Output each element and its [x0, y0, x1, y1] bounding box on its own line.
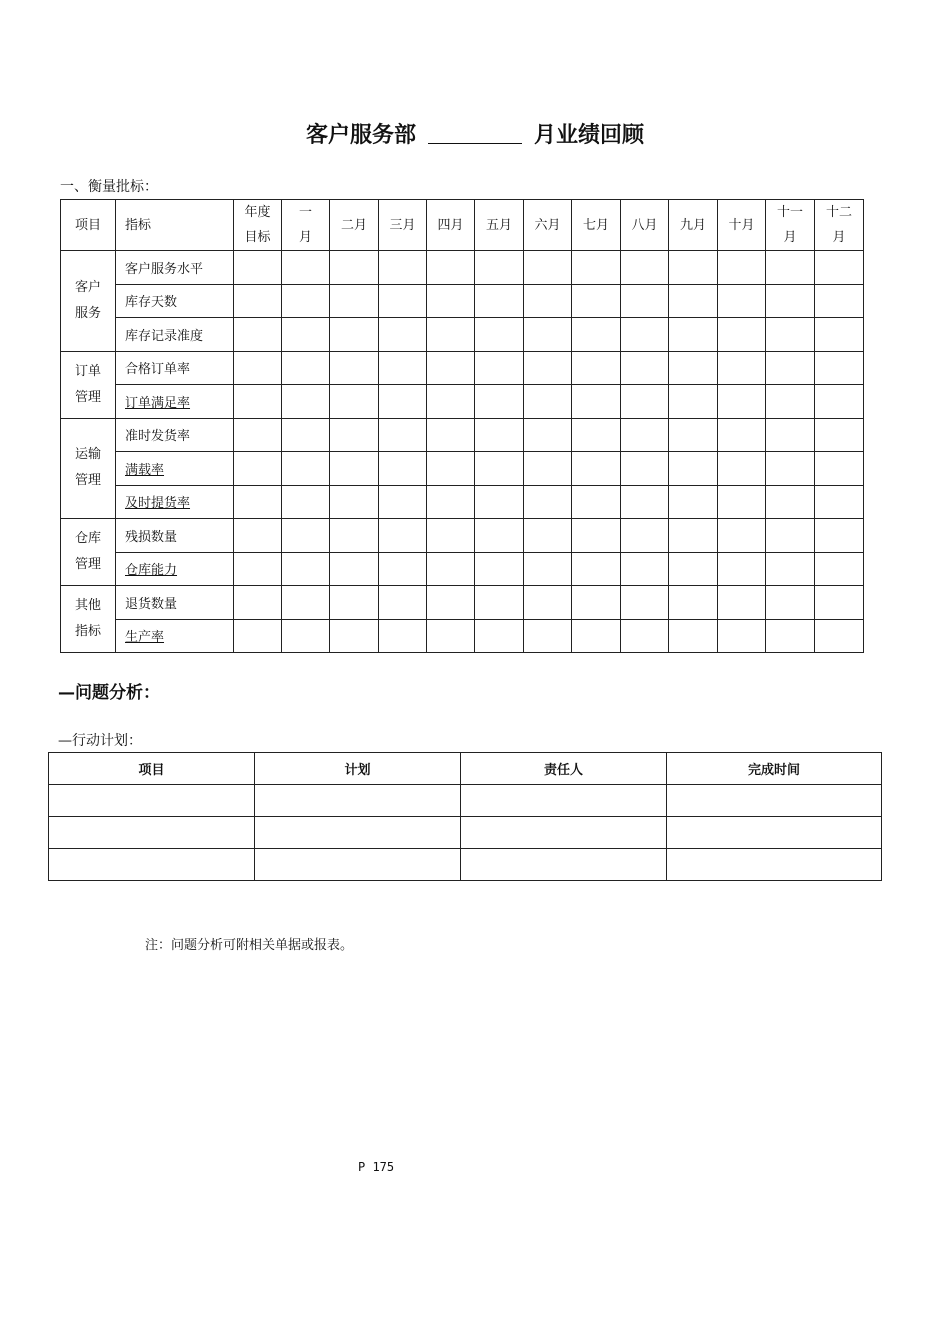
header-month [572, 200, 621, 251]
value-cell[interactable] [282, 318, 330, 352]
value-cell[interactable] [524, 485, 572, 519]
value-cell[interactable] [379, 552, 427, 586]
header-item: 项目 [61, 200, 116, 251]
value-cell[interactable] [718, 318, 766, 352]
value-cell[interactable] [669, 418, 718, 452]
value-cell[interactable] [621, 418, 669, 452]
value-cell[interactable] [330, 552, 379, 586]
value-cell[interactable] [282, 519, 330, 553]
value-cell[interactable] [669, 619, 718, 653]
value-cell[interactable] [669, 586, 718, 620]
header-text: 订单 [74, 363, 101, 379]
value-cell[interactable] [379, 351, 427, 385]
value-cell[interactable] [234, 251, 282, 285]
value-cell[interactable] [766, 418, 815, 452]
value-cell[interactable] [572, 519, 621, 553]
header-text: 客户 [74, 279, 101, 295]
category-cell [61, 586, 116, 653]
header-text: 九月 [679, 217, 706, 233]
value-cell[interactable] [621, 351, 669, 385]
value-cell[interactable] [330, 485, 379, 519]
metric-label: 残损数量 [125, 529, 178, 545]
value-cell[interactable] [282, 485, 330, 519]
value-cell[interactable] [475, 519, 524, 553]
value-cell[interactable] [234, 284, 282, 318]
value-cell[interactable] [621, 452, 669, 486]
plan-cell[interactable] [461, 817, 667, 849]
header-month [330, 200, 379, 251]
footnote: 注：问题分析可附相关单据或报表。 [145, 938, 354, 953]
header-text: 二月 [340, 217, 367, 233]
header-text: 六月 [534, 217, 561, 233]
value-cell[interactable] [234, 418, 282, 452]
metric-row [61, 418, 864, 452]
metric-label-cell [116, 452, 234, 486]
value-cell[interactable] [282, 351, 330, 385]
plan-cell[interactable] [461, 849, 667, 881]
value-cell[interactable] [815, 284, 864, 318]
value-cell[interactable] [572, 452, 621, 486]
value-cell[interactable] [234, 385, 282, 419]
metric-label: 准时发货率 [125, 429, 191, 445]
category-cell [61, 251, 116, 352]
value-cell[interactable] [427, 586, 475, 620]
value-cell[interactable] [524, 586, 572, 620]
metric-label-cell [116, 318, 234, 352]
value-cell[interactable] [234, 485, 282, 519]
value-cell[interactable] [766, 318, 815, 352]
value-cell[interactable] [330, 284, 379, 318]
value-cell[interactable] [669, 452, 718, 486]
value-cell[interactable] [475, 351, 524, 385]
header-month [718, 200, 766, 251]
value-cell[interactable] [718, 519, 766, 553]
header-text: 运输 [74, 447, 101, 463]
metric-label-cell [116, 485, 234, 519]
plan-header-cell: 计划 [255, 753, 461, 785]
value-cell[interactable] [572, 619, 621, 653]
header-text: 八月 [631, 217, 658, 233]
header-text: 管理 [74, 557, 101, 572]
plan-header-cell: 完成时间 [667, 753, 882, 785]
value-cell[interactable] [718, 552, 766, 586]
value-cell[interactable] [766, 385, 815, 419]
value-cell[interactable] [524, 318, 572, 352]
value-cell[interactable] [766, 284, 815, 318]
value-cell[interactable] [815, 318, 864, 352]
value-cell[interactable] [234, 452, 282, 486]
metric-label: 仓库能力 [125, 563, 178, 579]
value-cell[interactable] [282, 418, 330, 452]
value-cell[interactable] [815, 385, 864, 419]
header-text: 目标 [244, 230, 271, 245]
value-cell[interactable] [427, 519, 475, 553]
value-cell[interactable] [282, 619, 330, 653]
value-cell[interactable] [572, 251, 621, 285]
value-cell[interactable] [427, 485, 475, 519]
value-cell[interactable] [379, 284, 427, 318]
value-cell[interactable] [572, 485, 621, 519]
header-text: 十月 [728, 217, 755, 233]
header-text: 五月 [485, 217, 512, 233]
value-cell[interactable] [475, 284, 524, 318]
header-metric: 指标 [116, 200, 234, 251]
metric-row [61, 351, 864, 385]
value-cell[interactable] [475, 552, 524, 586]
value-cell[interactable] [815, 552, 864, 586]
page-number: P 175 [358, 1160, 395, 1174]
value-cell[interactable] [475, 385, 524, 419]
value-cell[interactable] [427, 318, 475, 352]
header-text: 三月 [389, 217, 416, 233]
value-cell[interactable] [282, 284, 330, 318]
metric-label: 客户服务水平 [125, 261, 204, 277]
value-cell[interactable] [475, 452, 524, 486]
value-cell[interactable] [475, 318, 524, 352]
value-cell[interactable] [815, 619, 864, 653]
metric-label-cell [116, 418, 234, 452]
metric-row [61, 251, 864, 285]
value-cell[interactable] [669, 552, 718, 586]
value-cell[interactable] [234, 519, 282, 553]
metric-label: 订单满足率 [125, 395, 191, 411]
metric-row [61, 485, 864, 519]
plan-cell[interactable] [49, 785, 255, 817]
metric-label-cell [116, 385, 234, 419]
value-cell[interactable] [621, 284, 669, 318]
header-month [282, 200, 330, 251]
value-cell[interactable] [427, 418, 475, 452]
metric-label: 库存天数 [125, 295, 178, 311]
value-cell[interactable] [815, 485, 864, 519]
header-text: 七月 [582, 217, 609, 233]
header-text: 四月 [437, 217, 464, 233]
value-cell[interactable] [621, 485, 669, 519]
value-cell[interactable] [621, 586, 669, 620]
plan-row [49, 785, 882, 817]
value-cell[interactable] [815, 418, 864, 452]
value-cell[interactable] [475, 418, 524, 452]
header-text: 年度 [244, 205, 271, 220]
metric-label-cell [116, 284, 234, 318]
header-text: 一 [298, 205, 312, 220]
plan-cell[interactable] [49, 817, 255, 849]
header-text: 管理 [74, 389, 101, 405]
value-cell[interactable] [766, 251, 815, 285]
value-cell[interactable] [524, 619, 572, 653]
action-plan-table [48, 752, 882, 881]
value-cell[interactable] [621, 385, 669, 419]
value-cell[interactable] [621, 318, 669, 352]
value-cell[interactable] [718, 586, 766, 620]
value-cell[interactable] [766, 452, 815, 486]
value-cell[interactable] [524, 284, 572, 318]
value-cell[interactable] [282, 586, 330, 620]
value-cell[interactable] [234, 619, 282, 653]
header-month [379, 200, 427, 251]
value-cell[interactable] [718, 351, 766, 385]
value-cell[interactable] [524, 452, 572, 486]
value-cell[interactable] [379, 385, 427, 419]
value-cell[interactable] [524, 385, 572, 419]
value-cell[interactable] [282, 452, 330, 486]
value-cell[interactable] [330, 619, 379, 653]
value-cell[interactable] [621, 519, 669, 553]
value-cell[interactable] [282, 385, 330, 419]
value-cell[interactable] [621, 251, 669, 285]
value-cell[interactable] [234, 552, 282, 586]
metric-label-cell [116, 552, 234, 586]
value-cell[interactable] [572, 318, 621, 352]
value-cell[interactable] [815, 519, 864, 553]
metric-row [61, 385, 864, 419]
value-cell[interactable] [766, 552, 815, 586]
metric-row [61, 519, 864, 553]
value-cell[interactable] [379, 485, 427, 519]
metric-label: 满载率 [125, 462, 165, 478]
month-blank-line [428, 123, 522, 144]
value-cell[interactable] [815, 351, 864, 385]
metric-label: 库存记录准度 [125, 328, 204, 344]
metric-row [61, 552, 864, 586]
value-cell[interactable] [282, 552, 330, 586]
value-cell[interactable] [524, 519, 572, 553]
metric-label-cell [116, 586, 234, 620]
title-prefix: 客户服务部 [305, 123, 416, 148]
header-text: 仓库 [74, 531, 101, 546]
value-cell[interactable] [718, 385, 766, 419]
value-cell[interactable] [766, 351, 815, 385]
plan-cell[interactable] [667, 849, 882, 881]
value-cell[interactable] [330, 452, 379, 486]
value-cell[interactable] [766, 519, 815, 553]
section-measurement-heading: 一、衡量批标： [60, 179, 158, 195]
header-month [766, 200, 815, 251]
value-cell[interactable] [815, 586, 864, 620]
value-cell[interactable] [379, 251, 427, 285]
value-cell[interactable] [621, 552, 669, 586]
header-text: 月 [298, 230, 312, 245]
header-month [815, 200, 864, 251]
header-month [524, 200, 572, 251]
value-cell[interactable] [330, 519, 379, 553]
plan-row [49, 849, 882, 881]
header-text: 管理 [74, 473, 101, 489]
value-cell[interactable] [572, 418, 621, 452]
plan-cell[interactable] [255, 785, 461, 817]
metric-label: 生产率 [125, 630, 165, 646]
plan-cell[interactable] [667, 817, 882, 849]
value-cell[interactable] [524, 418, 572, 452]
metrics-header-row [61, 200, 864, 251]
metric-label-cell [116, 351, 234, 385]
header-text: 十一 [776, 205, 803, 220]
value-cell[interactable] [572, 284, 621, 318]
header-annual-target [234, 200, 282, 251]
plan-row [49, 817, 882, 849]
value-cell[interactable] [572, 586, 621, 620]
value-cell[interactable] [718, 619, 766, 653]
metric-label: 退货数量 [125, 596, 178, 612]
value-cell[interactable] [572, 385, 621, 419]
plan-cell[interactable] [49, 849, 255, 881]
plan-cell[interactable] [461, 785, 667, 817]
value-cell[interactable] [282, 251, 330, 285]
plan-header-cell: 项目 [49, 753, 255, 785]
header-text: 指标 [74, 624, 101, 639]
value-cell[interactable] [234, 318, 282, 352]
header-text: 月 [832, 230, 846, 245]
section-problem-analysis-heading: —问题分析： [58, 683, 160, 703]
value-cell[interactable] [427, 385, 475, 419]
value-cell[interactable] [815, 251, 864, 285]
value-cell[interactable] [669, 385, 718, 419]
value-cell[interactable] [234, 586, 282, 620]
value-cell[interactable] [379, 586, 427, 620]
metric-label-cell [116, 619, 234, 653]
value-cell[interactable] [475, 586, 524, 620]
metric-row [61, 318, 864, 352]
value-cell[interactable] [718, 485, 766, 519]
value-cell[interactable] [718, 284, 766, 318]
header-text: 十二 [825, 205, 852, 220]
category-cell [61, 519, 116, 586]
value-cell[interactable] [524, 251, 572, 285]
value-cell[interactable] [379, 452, 427, 486]
value-cell[interactable] [766, 586, 815, 620]
value-cell[interactable] [766, 619, 815, 653]
plan-cell[interactable] [255, 849, 461, 881]
metric-label: 及时提货率 [125, 496, 191, 512]
metrics-table [60, 199, 864, 653]
value-cell[interactable] [330, 351, 379, 385]
value-cell[interactable] [427, 284, 475, 318]
value-cell[interactable] [766, 485, 815, 519]
value-cell[interactable] [621, 619, 669, 653]
value-cell[interactable] [718, 251, 766, 285]
value-cell[interactable] [379, 318, 427, 352]
value-cell[interactable] [572, 552, 621, 586]
value-cell[interactable] [379, 519, 427, 553]
value-cell[interactable] [427, 351, 475, 385]
value-cell[interactable] [427, 552, 475, 586]
value-cell[interactable] [524, 552, 572, 586]
value-cell[interactable] [427, 251, 475, 285]
value-cell[interactable] [427, 452, 475, 486]
value-cell[interactable] [669, 519, 718, 553]
value-cell[interactable] [330, 251, 379, 285]
value-cell[interactable] [475, 485, 524, 519]
value-cell[interactable] [669, 351, 718, 385]
value-cell[interactable] [815, 452, 864, 486]
metric-row [61, 452, 864, 486]
category-cell [61, 418, 116, 519]
metric-row [61, 619, 864, 653]
value-cell[interactable] [330, 385, 379, 419]
value-cell[interactable] [475, 251, 524, 285]
plan-cell[interactable] [667, 785, 882, 817]
value-cell[interactable] [718, 452, 766, 486]
value-cell[interactable] [234, 351, 282, 385]
value-cell[interactable] [524, 351, 572, 385]
metric-row [61, 586, 864, 620]
title-suffix: 月业绩回顾 [534, 123, 645, 148]
header-text: 月 [783, 230, 797, 245]
header-month [621, 200, 669, 251]
plan-header-row [49, 753, 882, 785]
header-month [669, 200, 718, 251]
header-text: 其他 [74, 598, 101, 613]
value-cell[interactable] [669, 284, 718, 318]
plan-header-cell: 责任人 [461, 753, 667, 785]
value-cell[interactable] [330, 318, 379, 352]
value-cell[interactable] [427, 619, 475, 653]
value-cell[interactable] [669, 485, 718, 519]
value-cell[interactable] [475, 619, 524, 653]
value-cell[interactable] [669, 251, 718, 285]
header-month [427, 200, 475, 251]
header-text: 服务 [74, 305, 101, 321]
value-cell[interactable] [572, 351, 621, 385]
metric-row [61, 284, 864, 318]
metric-label: 合格订单率 [125, 362, 191, 378]
metric-label-cell [116, 251, 234, 285]
value-cell[interactable] [330, 586, 379, 620]
metric-label-cell [116, 519, 234, 553]
plan-cell[interactable] [255, 817, 461, 849]
section-action-plan-heading: —行动计划： [58, 733, 142, 749]
header-month [475, 200, 524, 251]
value-cell[interactable] [379, 619, 427, 653]
value-cell[interactable] [379, 418, 427, 452]
value-cell[interactable] [330, 418, 379, 452]
value-cell[interactable] [718, 418, 766, 452]
category-cell [61, 351, 116, 418]
page-title [0, 118, 950, 149]
value-cell[interactable] [669, 318, 718, 352]
